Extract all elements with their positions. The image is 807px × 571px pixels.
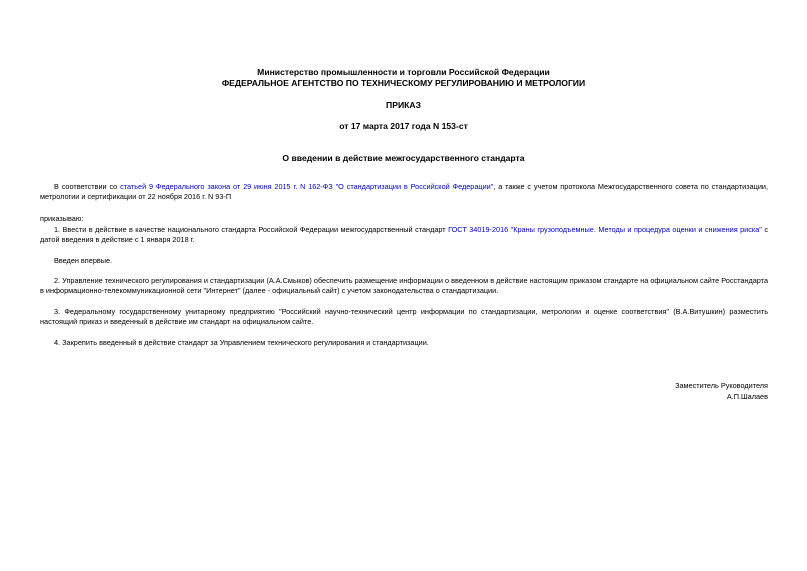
agency-name: ФЕДЕРАЛЬНОЕ АГЕНТСТВО ПО ТЕХНИЧЕСКОМУ РЕГУЛИРОВАНИЮ И МЕТРОЛОГИИ: [221, 78, 586, 88]
paragraph-introduced-first: Введен впервые.: [54, 256, 113, 265]
ministry-name: Министерство промышленности и торговли Российской Федерации: [257, 67, 550, 77]
paragraph-item-2: 2. Управление технического регулирования и стандартизации (А.А.Смыков) обеспечить размещение информации о введенном в действие настоящим приказом стандарте на официальном сайте Росстандарта в информационно-телекоммуникационной сети "Интернет" (далее - официальный сайт) с учетом законодательства о стандартизации.: [40, 276, 768, 296]
paragraph-basis-end: , а также с учетом протокола Межгосударственного совета по стандартизации, метрологии и сертификации от 22 ноября 2016 г. N 93-П: [40, 182, 769, 202]
signatory-name: А.П.Шалаев: [726, 392, 768, 401]
paragraph-basis: [40, 182, 768, 203]
paragraph-item-1-start: 1. Ввести в действие в качестве национального стандарта Российской Федерации межгосударственный стандарт: [54, 225, 449, 234]
order-word: приказываю:: [40, 214, 84, 223]
gost-standard-link[interactable]: ГОСТ 34019-2016 "Краны грузоподъемные. Методы и процедура оценки и снижения риска": [448, 225, 762, 234]
signatory-position: Заместитель Руководителя: [675, 381, 768, 390]
document-type: ПРИКАЗ: [386, 100, 421, 110]
paragraph-basis-start: В соответствии со: [54, 182, 121, 191]
document-date-number: от 17 марта 2017 года N 153-ст: [339, 121, 468, 131]
paragraph-item-1-end: с датой введения в действие с 1 января 2018 г.: [40, 225, 769, 245]
paragraph-item-1: [40, 225, 768, 246]
document-title: О введении в действие межгосударственного стандарта: [282, 153, 525, 163]
paragraph-item-3: 3. Федеральному государственному унитарному предприятию "Российский научно-технический центр информации по стандартизации, метрологии и оценке соответствия" (В.А.Витушкин) разместить настоящий приказ и введенный в действие им стандарт на официальном сайте.: [40, 307, 768, 327]
federal-law-link[interactable]: статьей 9 Федерального закона от 29 июня 2015 г. N 162-ФЗ "О стандартизации в Российской Федерации": [120, 182, 494, 191]
paragraph-item-4: 4. Закрепить введенный в действие стандарт за Управлением технического регулирования и стандартизации.: [54, 338, 429, 347]
